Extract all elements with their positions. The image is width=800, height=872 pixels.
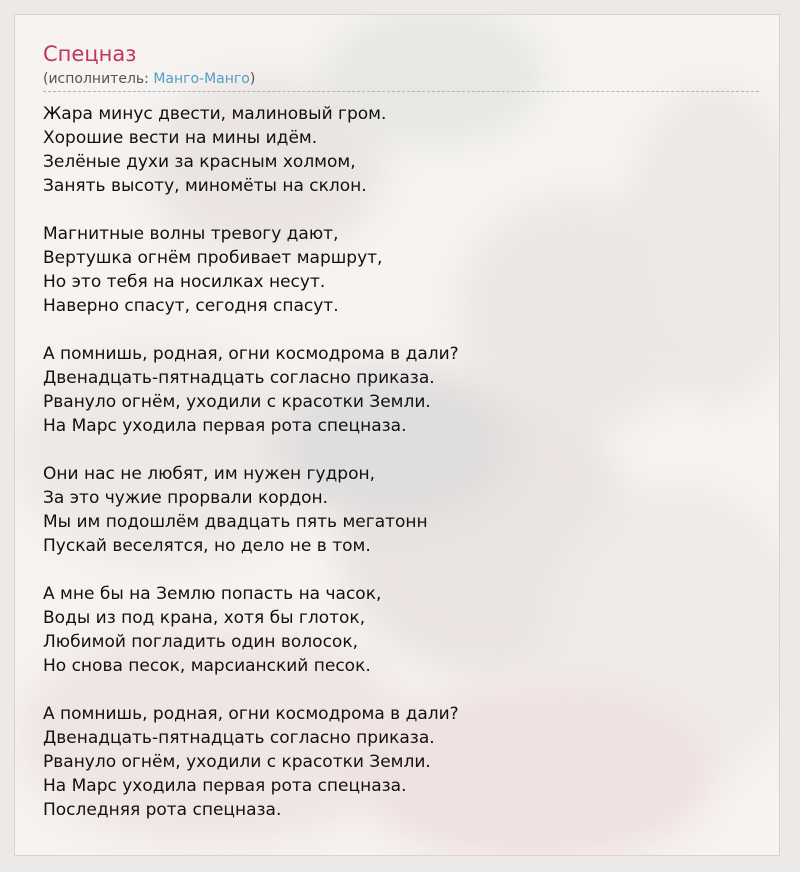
lyric-line: Наверно спасут, сегодня спасут. [43,296,339,316]
stanza [43,342,759,438]
stanza [43,102,759,198]
lyric-line: Пускай веселятся, но дело не в том. [43,536,371,556]
lyric-line: Зелёные духи за красным холмом, [43,152,356,172]
lyric-line: Хорошие вести на мины идём. [43,128,318,148]
stanza [43,702,759,822]
lyric-line: Жара минус двести, малиновый гром. [43,104,387,124]
stanza [43,582,759,678]
lyric-line: Воды из под крана, хотя бы глоток, [43,608,366,628]
artist-line [43,69,759,92]
lyric-line: А помнишь, родная, огни космодрома в дали? [43,704,459,724]
stanza [43,462,759,558]
lyric-line: Они нас не любят, им нужен гудрон, [43,464,376,484]
lyric-line: А помнишь, родная, огни космодрома в дали? [43,344,459,364]
stanza [43,222,759,318]
artist-link[interactable]: Манго-Манго [153,71,250,87]
lyric-line: Но снова песок, марсианский песок. [43,656,371,676]
lyric-line: Двенадцать-пятнадцать согласно приказа. [43,728,435,748]
lyric-line: Вертушка огнём пробивает маршрут, [43,248,383,268]
lyric-line: А мне бы на Землю попасть на часок, [43,584,382,604]
lyric-line: Магнитные волны тревогу дают, [43,224,339,244]
lyric-line: Но это тебя на носилках несут. [43,272,326,292]
lyric-line: На Марс уходила первая рота спецназа. [43,776,407,796]
lyric-line: Мы им подошлём двадцать пять мегатонн [43,512,428,532]
artist-prefix: (исполнитель: [43,71,154,87]
lyric-line: Рвануло огнём, уходили с красотки Земли. [43,752,431,772]
lyric-line: Любимой погладить один волосок, [43,632,358,652]
lyrics-card [14,14,780,856]
song-title: Спецназ [43,42,137,66]
lyric-line: Последняя рота спецназа. [43,800,282,820]
lyric-line: Двенадцать-пятнадцать согласно приказа. [43,368,435,388]
lyric-line: За это чужие прорвали кордон. [43,488,329,508]
lyric-line: Занять высоту, миномёты на склон. [43,176,367,196]
artist-suffix: ) [249,71,256,87]
lyrics-body [43,102,759,822]
lyric-line: Рвануло огнём, уходили с красотки Земли. [43,392,431,412]
lyric-line: На Марс уходила первая рота спецназа. [43,416,407,436]
lyrics-content [43,39,759,846]
